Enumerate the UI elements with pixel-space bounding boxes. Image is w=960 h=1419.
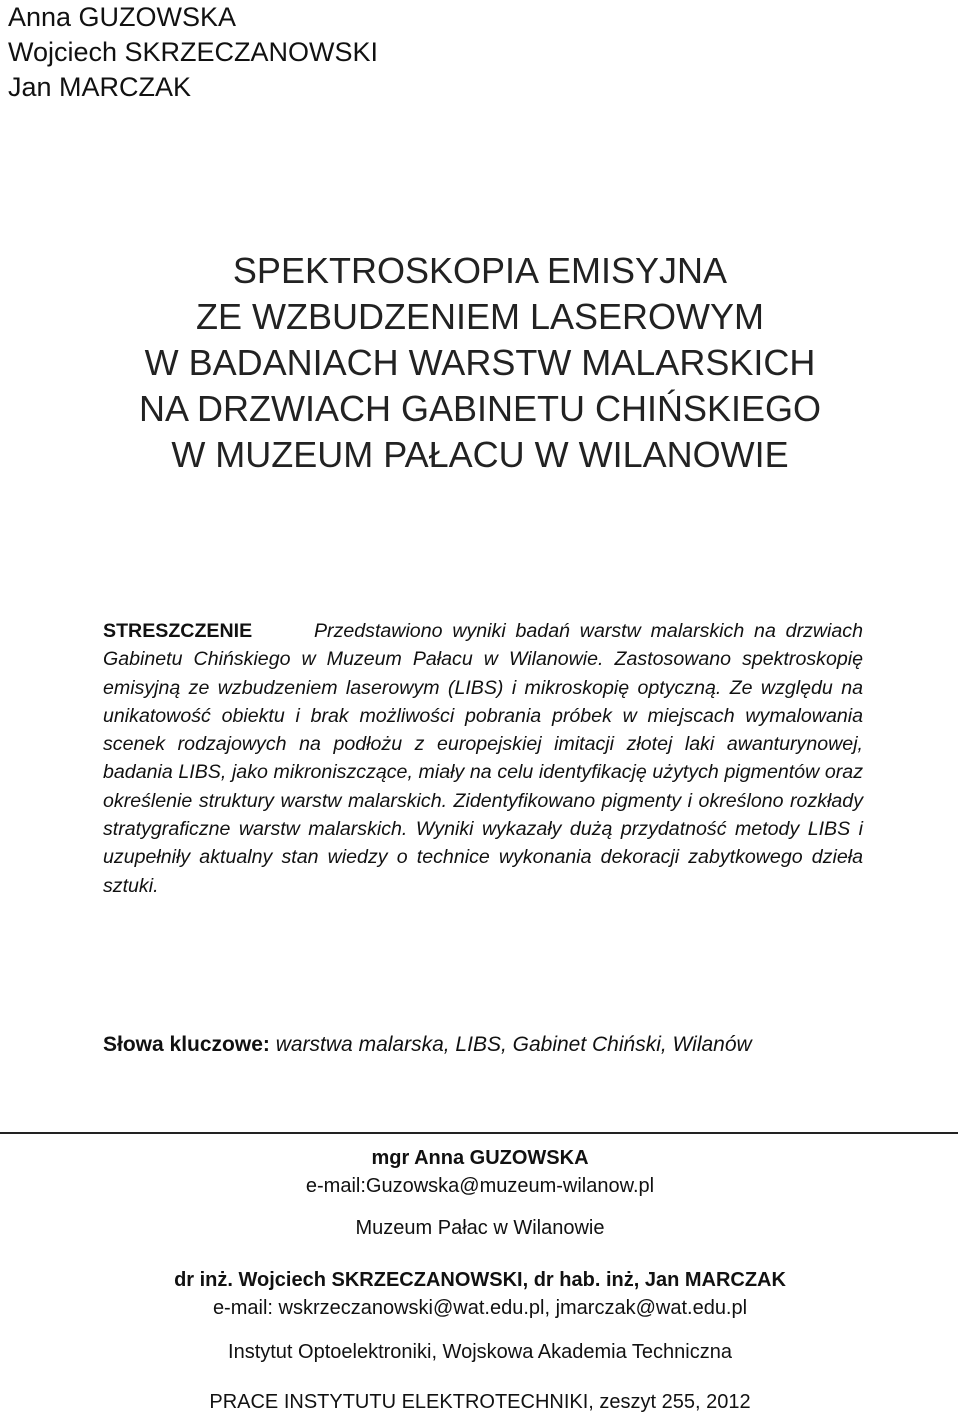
author-list [8,0,378,105]
author1-name: mgr Anna GUZOWSKA [371,1147,589,1169]
paper-title [0,248,960,478]
authors23-institution: Instytut Optoelektroniki, Wojskowa Akademia Techniczna [228,1341,732,1363]
abstract [103,617,863,900]
author-name: Anna GUZOWSKA [8,2,237,32]
authors23-names: dr inż. Wojciech SKRZECZANOWSKI, dr hab. inż, Jan MARCZAK [174,1269,786,1291]
title-line: W BADANIACH WARSTW MALARSKICH [144,342,816,383]
keywords-label: Słowa kluczowe: [103,1033,270,1056]
author1-email: e-mail:Guzowska@muzeum-wilanow.pl [305,1175,655,1197]
keywords-text: warstwa malarska, LIBS, Gabinet Chiński, Wilanów [275,1033,752,1056]
abstract-text: Przedstawiono wyniki badań warstw malarskich na drzwiach Gabinetu Chińskiego w Muzeum Pałacu w Wilanowie. Zastosowano spektroskopię emisyjną ze wzbudzeniem laserowym (LIBS) i mikroskopię optyczną. Ze względu na unikatowość obiektu i brak możliwości pobrania próbek w miejscach wymalowania scenek rodzajowych na podłożu z europejskiej imitacji złotej laki awanturynowej, badania LIBS, jako mikroniszczące, miały na celu identyfikację użytych pigmentów oraz określenie struktury warstw malarskich. Zidentyfikowano pigmenty i określono rozkłady stratygraficzne warstw malarskich. Wyniki wykazały dużą przydatność metody LIBS i uzupełniły aktualny stan wiedzy o technice wykonania dekoracji zabytkowego dzieła sztuki. [103,620,863,897]
author-name: Jan MARCZAK [8,72,192,102]
keywords [103,1030,752,1060]
author1-institution: Muzeum Pałac w Wilanowie [355,1217,605,1239]
journal-footer: PRACE INSTYTUTU ELEKTROTECHNIKI, zeszyt 255, 2012 [209,1391,751,1413]
author-name: Wojciech SKRZECZANOWSKI [8,37,379,67]
abstract-label: STRESZCZENIE [103,620,253,642]
divider [0,1132,958,1134]
title-line: NA DRZWIACH GABINETU CHIŃSKIEGO [138,388,822,429]
authors23-emails: e-mail: wskrzeczanowski@wat.edu.pl, jmarczak@wat.edu.pl [212,1297,748,1319]
title-line: ZE WZBUDZENIEM LASEROWYM [195,296,765,337]
title-line: W MUZEUM PAŁACU W WILANOWIE [171,434,789,475]
title-line: SPEKTROSKOPIA EMISYJNA [232,250,728,291]
